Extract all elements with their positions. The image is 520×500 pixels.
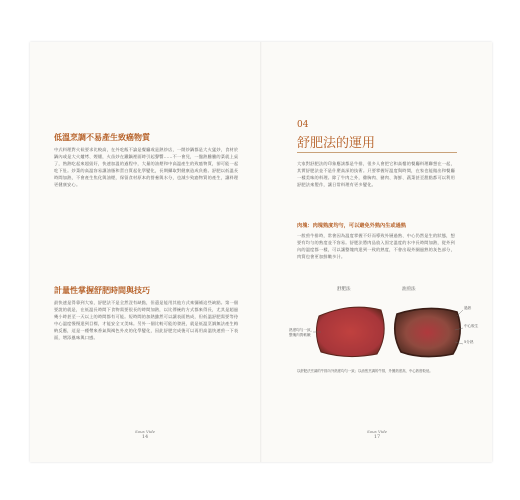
- section-heading-timing: 計量性掌握舒肥時間與技巧: [54, 286, 150, 295]
- chapter-number: 04: [297, 120, 309, 130]
- left-page: [30, 42, 261, 462]
- section-heading-low-temp: 低溫烹調不易產生致癌物質: [54, 133, 150, 142]
- note-overcooked: 過熟: [464, 306, 472, 310]
- folio-script: Sous Vide: [134, 429, 156, 434]
- book-spread: [30, 42, 492, 462]
- right-page: [261, 42, 492, 462]
- page-number: 14: [141, 434, 149, 440]
- note-center-rare: 中心較生: [464, 324, 479, 328]
- note-sous-vide: 熟度均勻一致，整塊肉質軟嫩: [289, 328, 315, 337]
- folio-script: Sous Vide: [366, 429, 388, 434]
- note-medium: 5分熟: [464, 340, 474, 344]
- page-folio-left: [125, 429, 165, 440]
- page-folio-right: [357, 429, 397, 440]
- section-body-low-temp: 中式料理對火候要求比較高，在外吃飯不論是餐廳或是熱炒店，一開炒鍋都是大火猛炒，食材於鍋內或是大火爐烤、煙燻，火苗炒在鐵鍋裡面時引起聲響……不一會兒，一盤熱騰騰的菜就上桌了，熟熱吃起來超級好，快速加溫的過程中，大量的油煙和中高溫產生的致癌物質，卻可能一起吃下肚。炒菜的高溫容易讓油脂和蛋白質起化學變化，長期攝取對健康造成負擔。舒肥以低溫長時間加熱，不會產生焦化與油煙，保留食材原本的營養與水分，也減少致癌物質的產生，讓料理更健康安心。: [54, 147, 239, 187]
- image-label-pan-fry: 油煎法: [402, 287, 416, 292]
- image-label-sous-vide: 舒肥法: [337, 287, 351, 292]
- photo-caption: 以舒肥法烹調的牛排內外熟度均勻一致；以油煎烹調的牛排，外圈熟度高，中心熟度較低。: [297, 369, 433, 373]
- chapter-title: 舒肥法的運用: [297, 136, 376, 151]
- pan-fried-steak: [395, 308, 460, 356]
- subheading-meat: 肉塊：肉塊熟度均勻，可以避免外熟內生或過熟: [297, 223, 406, 229]
- subsection-body-meat: 一般煎牛排時，常會因為溫度掌握不好而導致外層過熟、中心仍然是生的狀態，想要有均勻的熟度並不容易。舒肥法將肉品放入固定溫度的水中長時間加熱，從外到內的溫度都一樣，可以讓整塊肉達到一致的熟度，不會出現外圈過熟的灰色部分，肉質也會更加鮮嫩多汁。: [297, 233, 455, 259]
- page-number: 17: [373, 434, 381, 440]
- chapter-rule: [297, 152, 457, 153]
- chapter-intro: 大家對舒肥法的印象應該都是牛排，很多人會把它和高檔的餐廳料理聯想在一起，其實舒肥法並不是什麼高深的技術。只要掌握好溫度與時間，在家也能做出和餐廳一樣美味的料理。除了牛肉之外，雞胸肉、豬肉、海鮮、蔬菜甚至甜點都可以利用舒肥法來製作，讓日常料理有更多變化。: [297, 161, 455, 187]
- sous-vide-steak: [316, 307, 384, 356]
- section-body-timing: 最快速是得靠到大家，舒肥法不是全然沒有缺點，但還是能用其他方式來彌補這些缺點。第一個要說的就是，在低溫長時間下食物需要很長的時間加熱，以比傳統的方式都來得長，尤其是超過幾小時甚至一天以上的時間都有可能。短時間的加熱雖然可以讓表面熟成，但低溫舒肥需要等待中心溫度慢慢達到目標，才能安全又美味。另外一個比較可能的發展，就是低溫烹調無法產生梅納反應，這是一種帶來香氣與褐色外皮的化學變化，因此舒肥完成後可以再用高溫快速煎一下表面，增添風味與口感。: [54, 300, 239, 340]
